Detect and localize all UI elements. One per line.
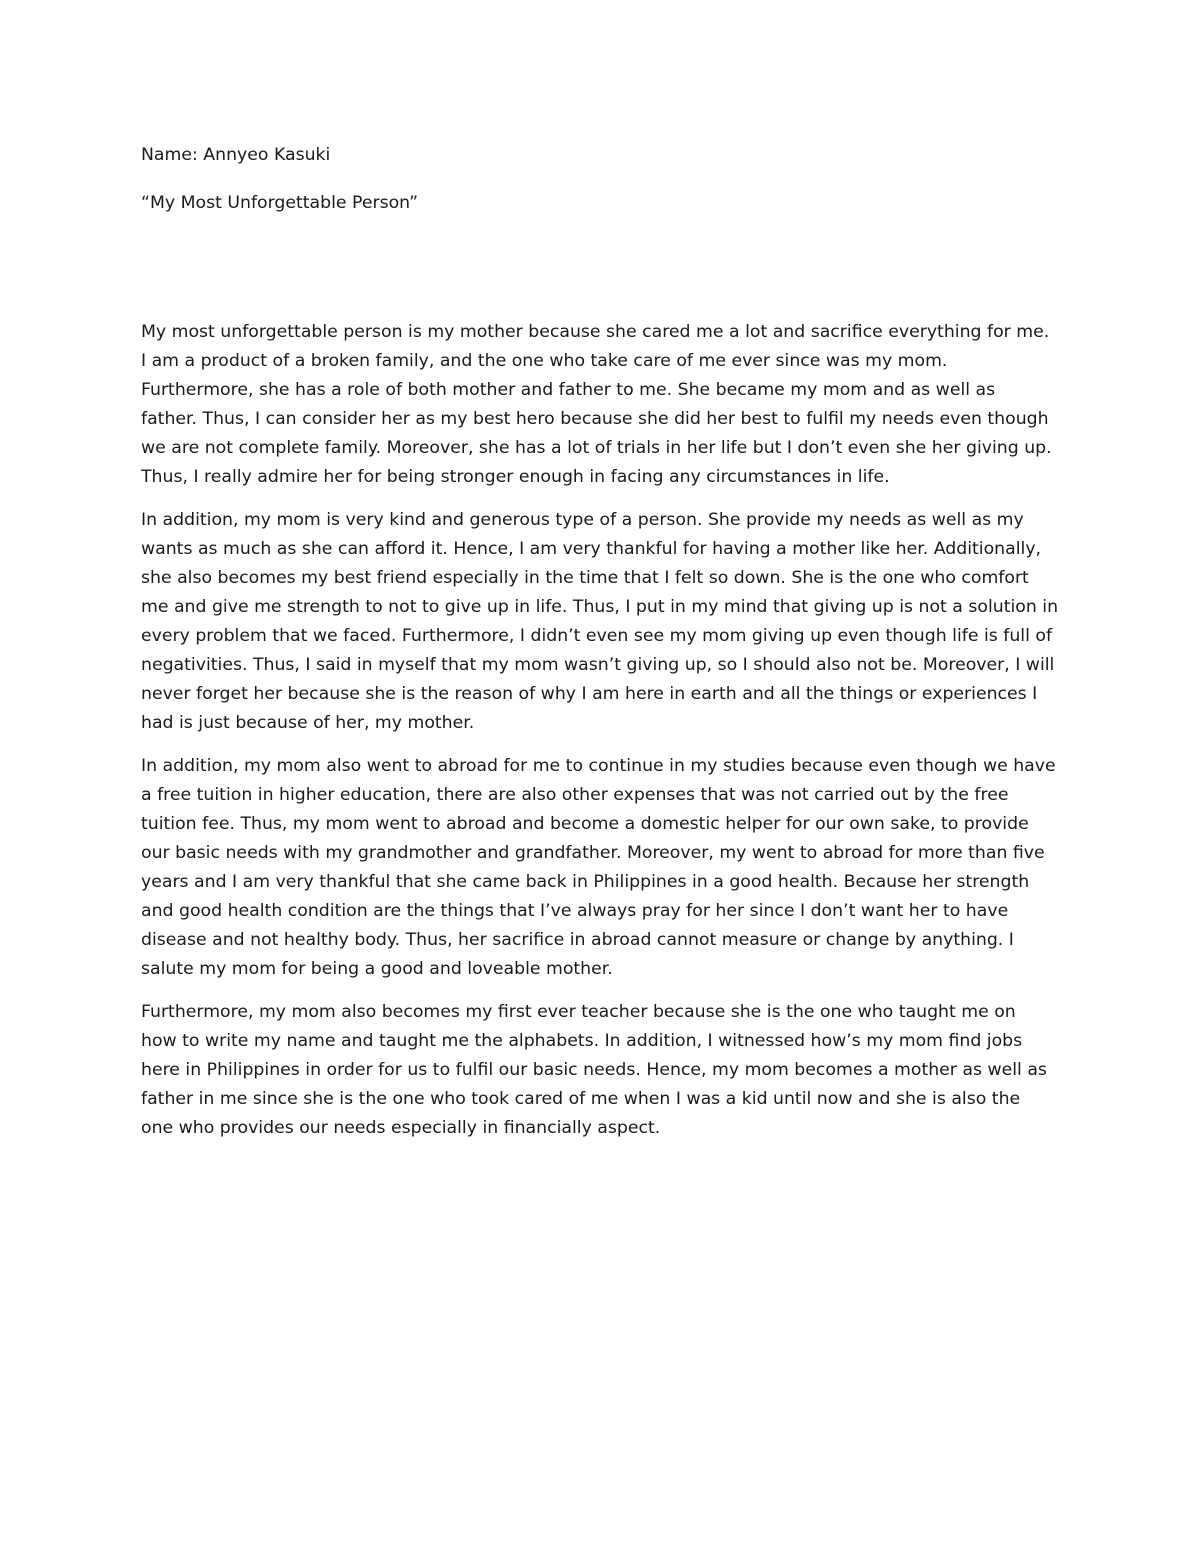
paragraph-line: and good health condition are the things that I’ve always pray for her since I don’t want her to have — [141, 901, 1009, 921]
paragraph-2 — [141, 506, 1069, 738]
paragraph-line: we are not complete family. Moreover, she has a lot of trials in her life but I don’t even she her giving up. — [141, 438, 1052, 458]
paragraph-line: negativities. Thus, I said in myself that my mom wasn’t giving up, so I should also not be. Moreover, I will — [141, 655, 1055, 675]
paragraph-line: me and give me strength to not to give up in life. Thus, I put in my mind that giving up is not a solution in — [141, 597, 1059, 617]
paragraph-line: father in me since she is the one who took cared of me when I was a kid until now and she is also the — [141, 1089, 1021, 1109]
paragraph-line: here in Philippines in order for us to fulfil our basic needs. Hence, my mom becomes a mother as well as — [141, 1060, 1047, 1080]
author-name: Name: Annyeo Kasuki — [141, 145, 331, 165]
essay-body — [141, 318, 1069, 1143]
paragraph-line: one who provides our needs especially in financially aspect. — [141, 1118, 661, 1138]
paragraph-line: Thus, I really admire her for being stronger enough in facing any circumstances in life. — [141, 467, 890, 487]
paragraph-line: years and I am very thankful that she came back in Philippines in a good health. Because her strength — [141, 872, 1030, 892]
paragraph-line: Furthermore, she has a role of both mother and father to me. She became my mom and as well as — [141, 380, 996, 400]
paragraph-3 — [141, 752, 1069, 984]
essay-title: “My Most Unforgettable Person” — [141, 193, 419, 213]
paragraph-line: In addition, my mom also went to abroad for me to continue in my studies because even though we have — [141, 756, 1056, 776]
paragraph-line: a free tuition in higher education, there are also other expenses that was not carried out by the free — [141, 785, 1009, 805]
document-content — [141, 141, 1069, 1157]
paragraph-line: never forget her because she is the reason of why I am here in earth and all the things or experiences I — [141, 684, 1038, 704]
paragraph-4 — [141, 998, 1069, 1143]
paragraph-line: In addition, my mom is very kind and generous type of a person. She provide my needs as well as my — [141, 510, 1024, 530]
paragraph-line: tuition fee. Thus, my mom went to abroad and become a domestic helper for our own sake, to provide — [141, 814, 1029, 834]
paragraph-line: disease and not healthy body. Thus, her sacrifice in abroad cannot measure or change by anything. I — [141, 930, 1014, 950]
paragraph-line: every problem that we faced. Furthermore, I didn’t even see my mom giving up even though life is full of — [141, 626, 1053, 646]
paragraph-line: she also becomes my best friend especially in the time that I felt so down. She is the one who comfort — [141, 568, 1029, 588]
paragraph-line: Furthermore, my mom also becomes my first ever teacher because she is the one who taught me on — [141, 1002, 1016, 1022]
paragraph-line: how to write my name and taught me the alphabets. In addition, I witnessed how’s my mom find jobs — [141, 1031, 1023, 1051]
paragraph-line: our basic needs with my grandmother and grandfather. Moreover, my went to abroad for more than five — [141, 843, 1045, 863]
paragraph-line: salute my mom for being a good and loveable mother. — [141, 959, 613, 979]
paragraph-line: wants as much as she can afford it. Hence, I am very thankful for having a mother like her. Additionally, — [141, 539, 1042, 559]
paragraph-line: father. Thus, I can consider her as my best hero because she did her best to fulfil my needs even though — [141, 409, 1049, 429]
paragraph-1 — [141, 318, 1069, 492]
paragraph-line: had is just because of her, my mother. — [141, 713, 475, 733]
paragraph-line: I am a product of a broken family, and the one who take care of me ever since was my mom. — [141, 351, 948, 371]
paragraph-line: My most unforgettable person is my mother because she cared me a lot and sacrifice everything for me. — [141, 322, 1050, 342]
